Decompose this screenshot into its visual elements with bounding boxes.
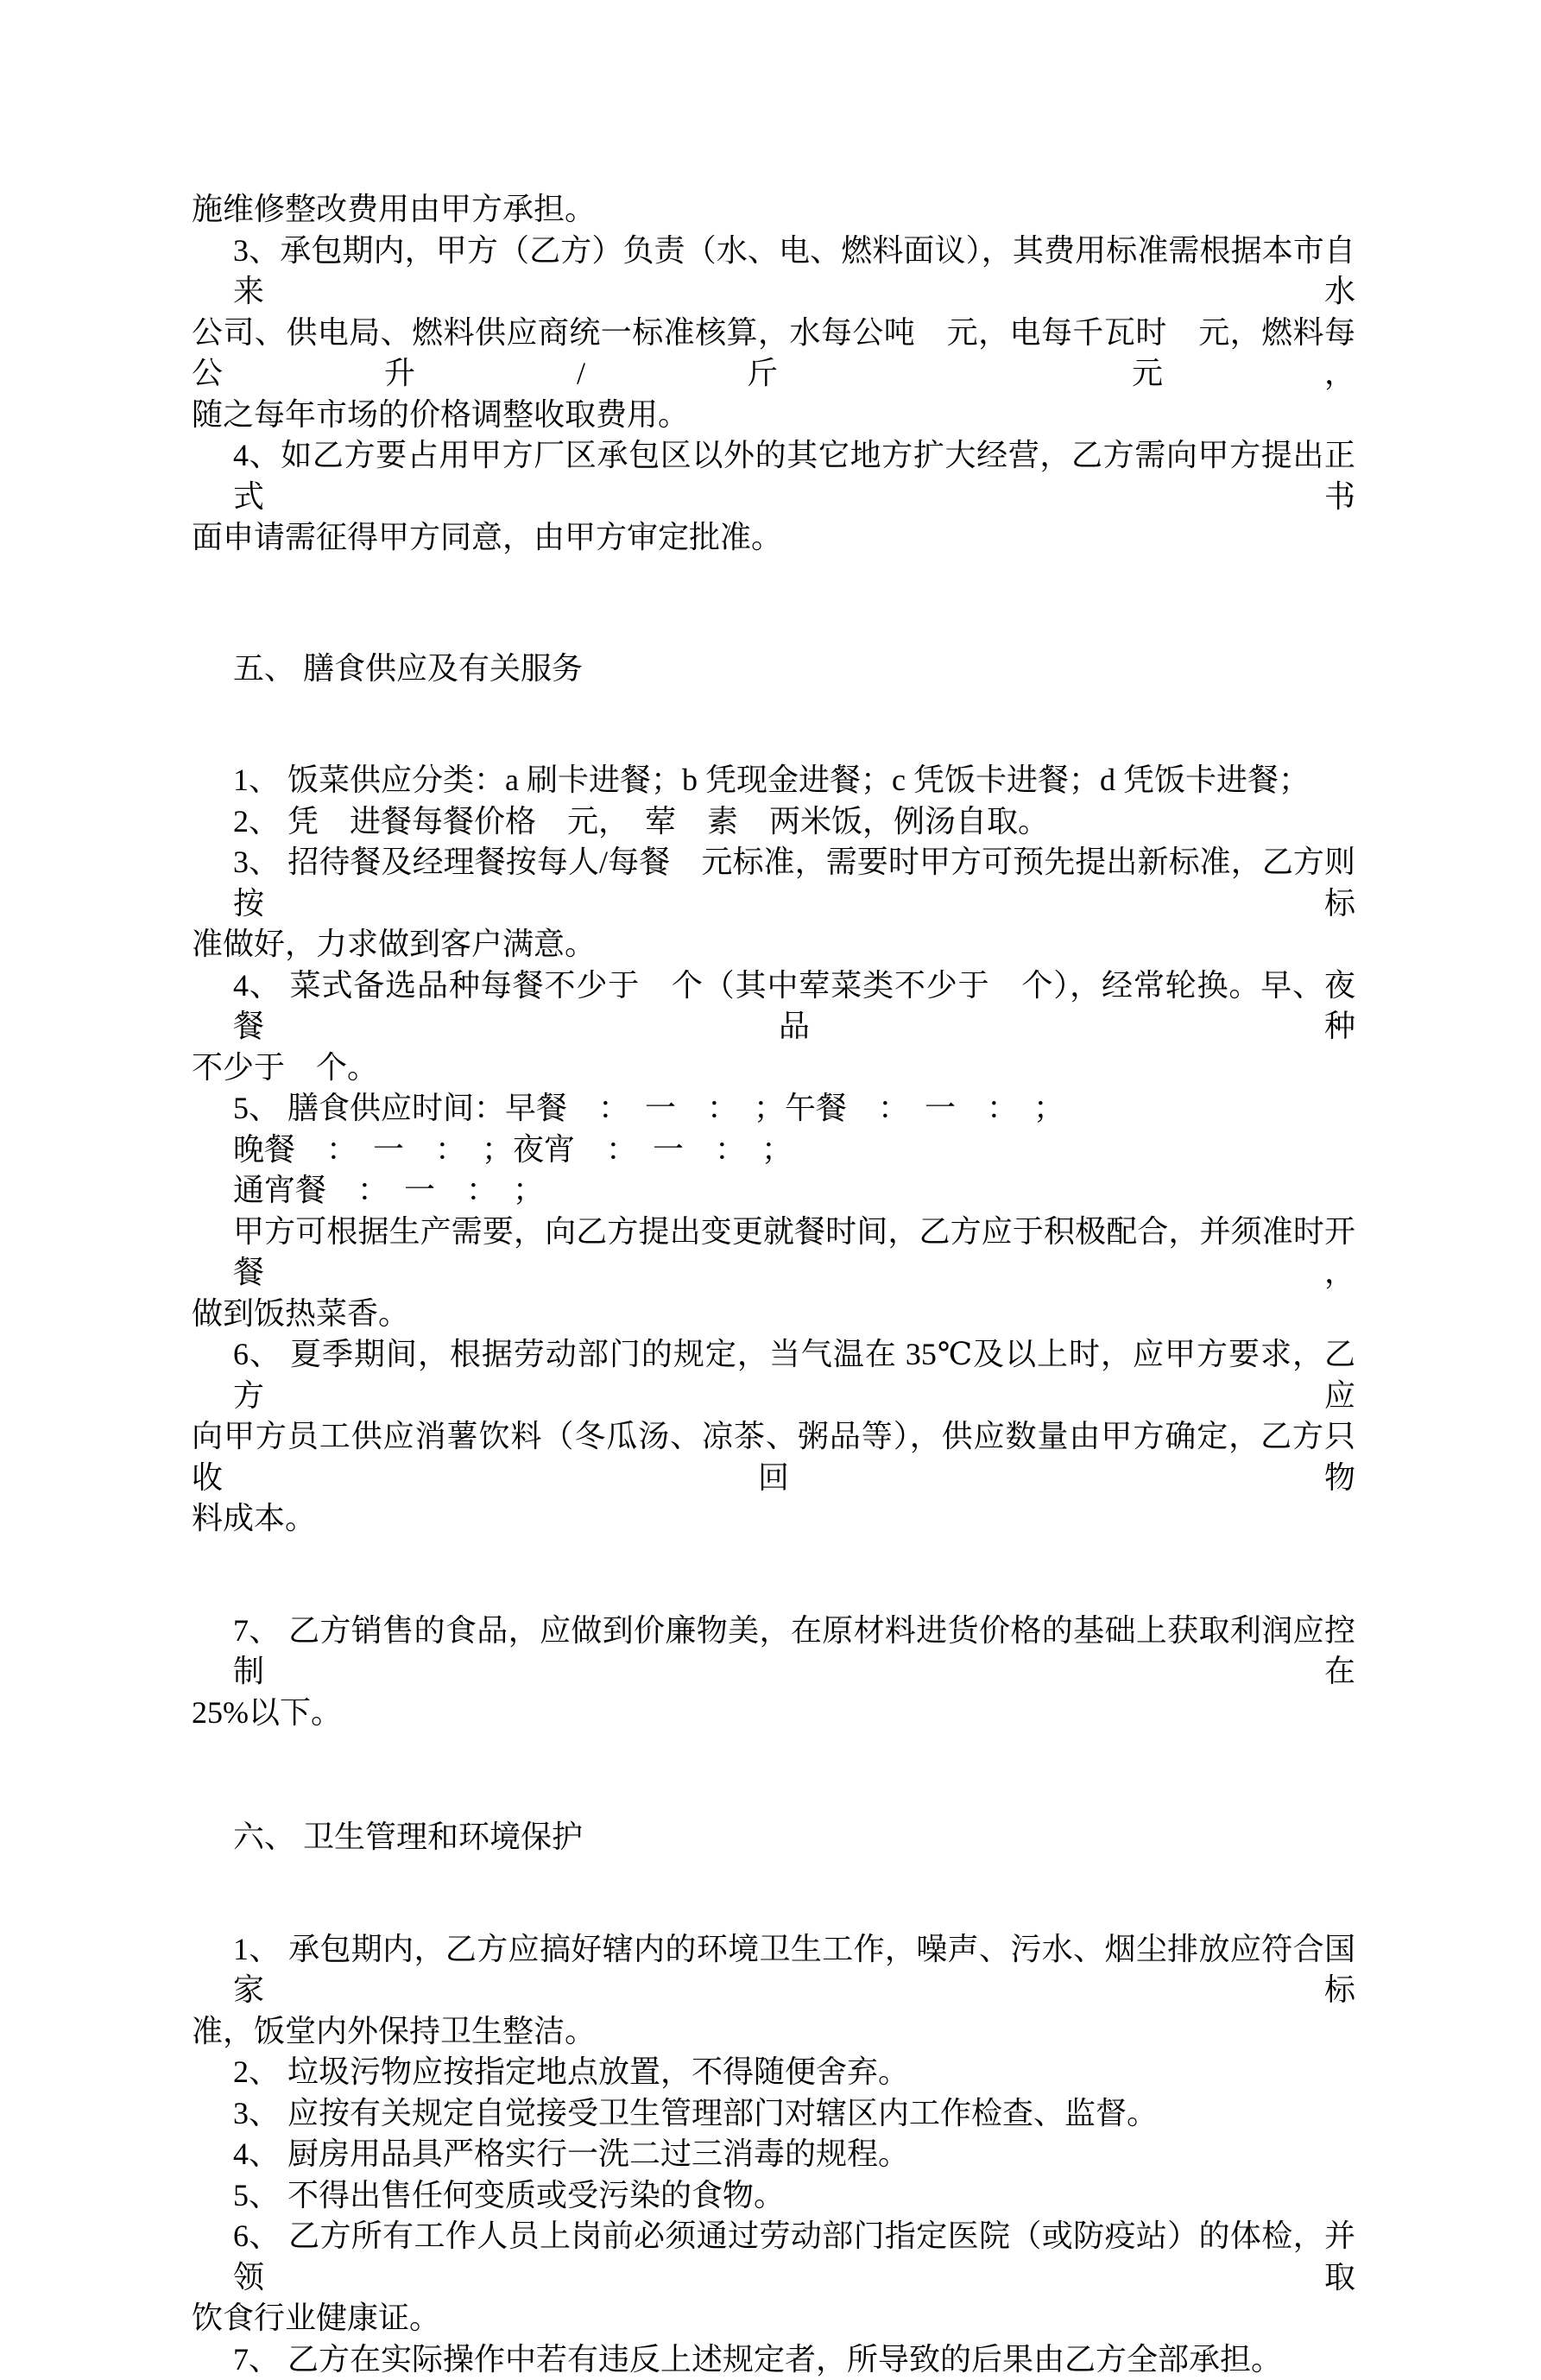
text-line: 2、 凭 进餐每餐价格 元， 荤 素 两米饭，例汤自取。 (192, 801, 1355, 843)
text-line: 7、 乙方在实际操作中若有违反上述规定者，所导致的后果由乙方全部承担。 (192, 2339, 1355, 2380)
text-line: 准，饭堂内外保持卫生整洁。 (192, 2011, 1355, 2053)
section-heading-five: 五、 膳食供应及有关服务 (192, 649, 1355, 690)
text-line: 4、 菜式备选品种每餐不少于 个（其中荤菜类不少于 个），经常轮换。早、夜餐品种 (192, 965, 1355, 1048)
text-line: 晚餐 ： 一 ： ；夜宵 ： 一 ： ； (192, 1130, 1355, 1171)
text-line: 施维修整改费用由甲方承担。 (192, 189, 1355, 231)
text-line: 做到饭热菜香。 (192, 1294, 1355, 1335)
text-line: 5、 不得出售任何变质或受污染的食物。 (192, 2175, 1355, 2217)
text-line: 4、如乙方要占用甲方厂区承包区以外的其它地方扩大经营，乙方需向甲方提出正式书 (192, 435, 1355, 517)
text-line: 料成本。 (192, 1498, 1355, 1540)
text-line: 2、 垃圾污物应按指定地点放置，不得随便舍弃。 (192, 2052, 1355, 2093)
text-line: 向甲方员工供应消薯饮料（冬瓜汤、凉茶、粥品等），供应数量由甲方确定，乙方只收回物 (192, 1416, 1355, 1498)
text-line: 5、 膳食供应时间：早餐 ： 一 ： ；午餐 ： 一 ： ； (192, 1088, 1355, 1130)
text-line: 7、 乙方销售的食品，应做到价廉物美，在原材料进货价格的基础上获取利润应控制在 (192, 1611, 1355, 1693)
text-line: 1、 承包期内，乙方应搞好辖内的环境卫生工作，噪声、污水、烟尘排放应符合国家标 (192, 1929, 1355, 2011)
text-line: 3、 招待餐及经理餐按每人/每餐 元标准，需要时甲方可预先提出新标准，乙方则按标 (192, 842, 1355, 924)
text-line: 3、 应按有关规定自觉接受卫生管理部门对辖区内工作检查、监督。 (192, 2093, 1355, 2135)
text-line: 饮食行业健康证。 (192, 2298, 1355, 2339)
text-line: 25%以下。 (192, 1693, 1355, 1734)
text-line: 通宵餐 ： 一 ： ； (192, 1170, 1355, 1212)
text-line: 不少于 个。 (192, 1048, 1355, 1089)
section-heading-six: 六、 卫生管理和环境保护 (192, 1817, 1355, 1858)
text-line: 随之每年市场的价格调整收取费用。 (192, 395, 1355, 436)
text-line: 甲方可根据生产需要，向乙方提出变更就餐时间，乙方应于积极配合，并须准时开餐， (192, 1212, 1355, 1294)
text-line: 6、 乙方所有工作人员上岗前必须通过劳动部门指定医院（或防疫站）的体检，并领取 (192, 2216, 1355, 2298)
text-line: 4、 厨房用品具严格实行一洗二过三消毒的规程。 (192, 2134, 1355, 2175)
text-line: 面申请需征得甲方同意，由甲方审定批准。 (192, 517, 1355, 559)
text-line: 3、承包期内，甲方（乙方）负责（水、电、燃料面议），其费用标准需根据本市自来水 (192, 231, 1355, 313)
text-line: 6、 夏季期间，根据劳动部门的规定，当气温在 35℃及以上时，应甲方要求，乙方应 (192, 1334, 1355, 1416)
text-line: 准做好，力求做到客户满意。 (192, 924, 1355, 965)
text-line: 1、 饭菜供应分类：a 刷卡进餐；b 凭现金进餐；c 凭饭卡进餐；d 凭饭卡进餐； (192, 760, 1355, 801)
text-line: 公司、供电局、燃料供应商统一标准核算，水每公吨 元，电每千瓦时 元，燃料每公升/斤 元， (192, 313, 1355, 395)
